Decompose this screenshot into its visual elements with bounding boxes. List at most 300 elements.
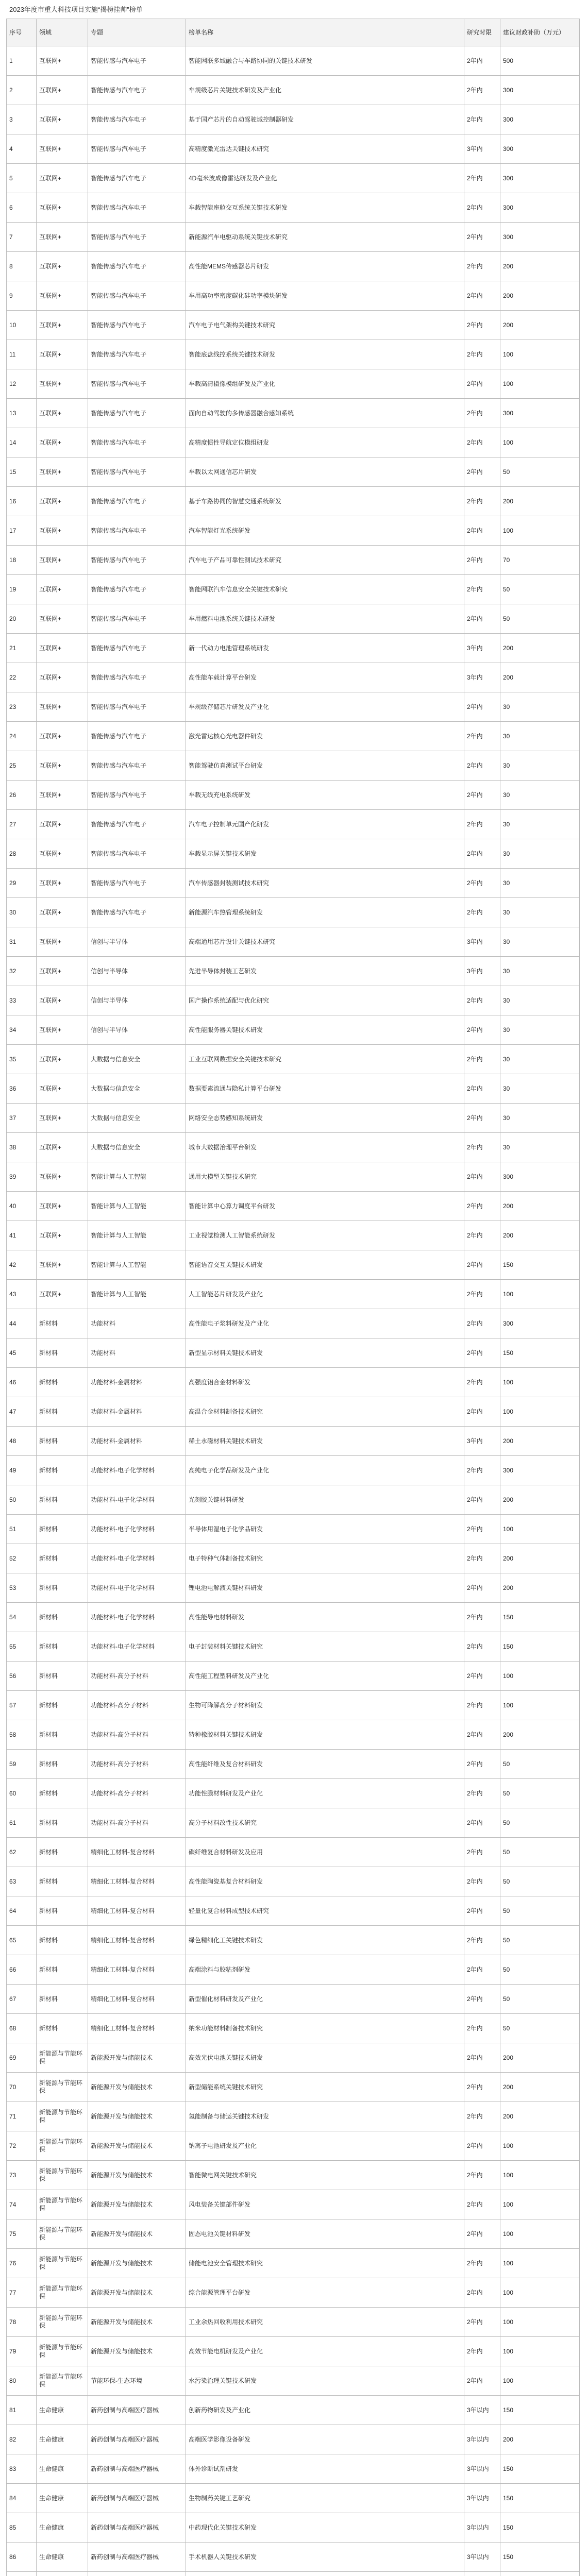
cell-funding: 50 [500,575,580,604]
cell-funding: 100 [500,2249,580,2278]
cell-topic: 智能传感与汽车电子 [88,134,186,164]
cell-topic: 智能传感与汽车电子 [88,869,186,898]
cell-period: 3年以内 [464,2425,500,2454]
header-funding: 建议财政补助（万元） [500,19,580,46]
cell-topic: 智能传感与汽车电子 [88,105,186,134]
cell-no: 35 [7,1045,37,1074]
cell-project-name: 4D毫米波成像雷达研发及产业化 [186,164,464,193]
cell-project-name: 高效节能电机研发及产业化 [186,2337,464,2366]
cell-funding: 200 [500,1485,580,1515]
table-row [7,692,580,722]
cell-field: 互联网+ [37,1162,88,1192]
cell-field: 生命健康 [37,2513,88,2543]
cell-period: 2年内 [464,1985,500,2014]
table-row [7,2513,580,2543]
cell-field: 互联网+ [37,428,88,457]
cell-funding: 100 [500,1662,580,1691]
table-row [7,46,580,76]
table-row [7,164,580,193]
cell-topic: 智能传感与汽车电子 [88,722,186,751]
cell-field: 新材料 [37,1338,88,1368]
cell-field: 新材料 [37,1603,88,1632]
cell-no: 43 [7,1280,37,1309]
cell-field: 新材料 [37,1867,88,1896]
cell-funding: 30 [500,1045,580,1074]
cell-funding: 100 [500,1515,580,1544]
cell-topic: 节能环保-生态环境 [88,2366,186,2396]
table-row [7,751,580,781]
cell-field: 新能源与节能环保 [37,2219,88,2249]
cell-funding: 30 [500,1104,580,1133]
cell-period: 2年内 [464,604,500,634]
cell-no: 37 [7,1104,37,1133]
cell-topic: 智能计算与人工智能 [88,1192,186,1221]
cell-topic: 功能材料-电子化学材料 [88,1573,186,1603]
cell-topic: 功能材料-高分子材料 [88,1808,186,1838]
cell-topic: 智能传感与汽车电子 [88,839,186,869]
cell-topic: 精细化工材料-复合材料 [88,1867,186,1896]
cell-project-name: 高性能车载计算平台研发 [186,663,464,692]
cell-funding: 150 [500,1250,580,1280]
cell-project-name: 智能底盘线控系统关键技术研发 [186,340,464,369]
cell-funding: 30 [500,839,580,869]
cell-funding: 50 [500,457,580,487]
cell-no: 81 [7,2396,37,2425]
cell-field: 互联网+ [37,1104,88,1133]
cell-funding: 200 [500,311,580,340]
cell-topic: 智能计算与人工智能 [88,1221,186,1250]
cell-funding: 50 [500,1838,580,1867]
cell-period: 2年内 [464,1456,500,1485]
cell-field: 新能源与节能环保 [37,2190,88,2219]
cell-field: 新材料 [37,1838,88,1867]
cell-project-name: 智能网联汽车信息安全关键技术研究 [186,575,464,604]
cell-period: 2年内 [464,1309,500,1338]
cell-no: 32 [7,957,37,986]
cell-topic: 功能材料-电子化学材料 [88,1515,186,1544]
cell-field: 新材料 [37,1955,88,1985]
cell-topic [88,2572,186,2576]
table-row [7,1280,580,1309]
cell-field: 互联网+ [37,516,88,546]
cell-project-name: 锂电池电解液关键材料研发 [186,1573,464,1603]
cell-topic: 功能材料-金属材料 [88,1397,186,1427]
cell-no: 85 [7,2513,37,2543]
cell-topic: 功能材料-金属材料 [88,1368,186,1397]
cell-no: 78 [7,2308,37,2337]
table-row [7,1397,580,1427]
cell-period: 2年内 [464,105,500,134]
cell-topic: 功能材料-电子化学材料 [88,1603,186,1632]
cell-field: 互联网+ [37,692,88,722]
cell-field: 互联网+ [37,281,88,311]
cell-topic: 功能材料-金属材料 [88,1427,186,1456]
cell-field: 新能源与节能环保 [37,2278,88,2308]
cell-project-name: 特种橡胶材料关键技术研发 [186,1720,464,1750]
cell-no: 2 [7,76,37,105]
cell-field: 互联网+ [37,634,88,663]
cell-field: 互联网+ [37,223,88,252]
cell-topic: 智能传感与汽车电子 [88,810,186,839]
cell-project-name: 智能计算中心算力调度平台研发 [186,1192,464,1221]
cell-period: 2年内 [464,2337,500,2366]
cell-project-name: 高强度铝合金材料研发 [186,1368,464,1397]
cell-project-name: 面向自动驾驶的多传感器融合感知系统 [186,399,464,428]
cell-topic: 新药创制与高端医疗器械 [88,2396,186,2425]
table-row [7,986,580,1015]
table-row [7,2014,580,2043]
cell-topic: 智能传感与汽车电子 [88,751,186,781]
cell-funding: 300 [500,76,580,105]
cell-field: 新能源与节能环保 [37,2308,88,2337]
cell-field: 互联网+ [37,164,88,193]
cell-funding: 300 [500,1456,580,1485]
table-row [7,781,580,810]
cell-period: 2年内 [464,1015,500,1045]
cell-period: 2年内 [464,164,500,193]
table-row [7,516,580,546]
table-row [7,839,580,869]
cell-no: 4 [7,134,37,164]
cell-period: 2年内 [464,1750,500,1779]
cell-field: 互联网+ [37,546,88,575]
cell-topic: 功能材料-电子化学材料 [88,1544,186,1573]
cell-field: 互联网+ [37,46,88,76]
table-row [7,1162,580,1192]
cell-no: 42 [7,1250,37,1280]
cell-project-name: 生物制药关键工艺研究 [186,2484,464,2513]
cell-funding: 300 [500,105,580,134]
cell-project-name: 轻量化复合材料成型技术研究 [186,1896,464,1926]
cell-period: 2年内 [464,2073,500,2102]
cell-field: 互联网+ [37,986,88,1015]
cell-funding: 30 [500,722,580,751]
cell-funding: 30 [500,957,580,986]
cell-no: 12 [7,369,37,399]
table-row [7,1309,580,1338]
table-row [7,281,580,311]
cell-period: 2年内 [464,1838,500,1867]
cell-topic: 新药创制与高端医疗器械 [88,2425,186,2454]
cell-period: 2年内 [464,1485,500,1515]
cell-funding: 300 [500,223,580,252]
cell-field: 新材料 [37,1456,88,1485]
cell-no: 68 [7,2014,37,2043]
cell-no: 48 [7,1427,37,1456]
cell-no: 76 [7,2249,37,2278]
cell-funding: 200 [500,1573,580,1603]
cell-topic: 新能源开发与储能技术 [88,2102,186,2131]
cell-field: 新能源与节能环保 [37,2102,88,2131]
cell-period: 2年内 [464,1192,500,1221]
cell-project-name: 车规级存储芯片研发及产业化 [186,692,464,722]
cell-field: 新材料 [37,1662,88,1691]
cell-period: 2年内 [464,839,500,869]
cell-topic: 智能传感与汽车电子 [88,46,186,76]
cell-period: 2年内 [464,751,500,781]
cell-project-name: 高性能MEMS传感器芯片研发 [186,252,464,281]
cell-topic: 新能源开发与储能技术 [88,2249,186,2278]
cell-field: 新材料 [37,1368,88,1397]
cell-field: 新能源与节能环保 [37,2131,88,2161]
cell-no: 38 [7,1133,37,1162]
cell-funding: 200 [500,634,580,663]
table-row [7,1955,580,1985]
table-row [7,1662,580,1691]
cell-funding: 70 [500,546,580,575]
cell-period: 2年内 [464,193,500,223]
cell-funding [500,2572,580,2576]
table-row [7,223,580,252]
cell-period: 2年内 [464,2278,500,2308]
cell-field: 互联网+ [37,134,88,164]
cell-period: 2年内 [464,1397,500,1427]
cell-field: 互联网+ [37,1221,88,1250]
table-row [7,1515,580,1544]
table-row [7,1750,580,1779]
cell-no: 50 [7,1485,37,1515]
cell-topic: 大数据与信息安全 [88,1104,186,1133]
cell-topic: 智能传感与汽车电子 [88,898,186,927]
cell-field: 新材料 [37,1808,88,1838]
cell-project-name: 工业互联网数据安全关键技术研究 [186,1045,464,1074]
cell-topic: 新药创制与高端医疗器械 [88,2454,186,2484]
table-row [7,134,580,164]
cell-no: 8 [7,252,37,281]
cell-project-name: 高端涂料与胶粘剂研发 [186,1955,464,1985]
cell-field: 互联网+ [37,1074,88,1104]
cell-no: 60 [7,1779,37,1808]
table-row [7,1133,580,1162]
table-row [7,2425,580,2454]
header-period: 研究时限 [464,19,500,46]
cell-field: 新材料 [37,1926,88,1955]
cell-funding: 150 [500,1338,580,1368]
cell-no: 17 [7,516,37,546]
cell-project-name: 风电装备关键部件研发 [186,2190,464,2219]
cell-funding: 100 [500,428,580,457]
cell-project-name: 综合能源管理平台研发 [186,2278,464,2308]
cell-project-name: 高端通用芯片设计关键技术研究 [186,927,464,957]
cell-period: 2年内 [464,487,500,516]
table-row [7,1221,580,1250]
cell-field: 互联网+ [37,105,88,134]
cell-project-name: 数据要素流通与隐私计算平台研发 [186,1074,464,1104]
cell-project-name: 激光雷达核心光电器件研发 [186,722,464,751]
cell-funding: 100 [500,2308,580,2337]
table-header [7,19,580,46]
cell-field: 互联网+ [37,1045,88,1074]
cell-project-name: 高性能纤维及复合材料研发 [186,1750,464,1779]
cell-project-name: 固态电池关键材料研发 [186,2219,464,2249]
cell-funding: 50 [500,604,580,634]
cell-funding: 150 [500,2396,580,2425]
cell-funding: 100 [500,2161,580,2190]
cell-no: 64 [7,1896,37,1926]
cell-no: 39 [7,1162,37,1192]
table-row [7,1368,580,1397]
cell-topic: 大数据与信息安全 [88,1074,186,1104]
cell-period: 2年内 [464,781,500,810]
table-row [7,2484,580,2513]
cell-project-name: 工业余热回收利用技术研究 [186,2308,464,2337]
cell-field: 互联网+ [37,722,88,751]
cell-project-name: 汽车智能灯光系统研发 [186,516,464,546]
table-row [7,1896,580,1926]
cell-period: 2年内 [464,1632,500,1662]
cell-no: 11 [7,340,37,369]
cell-funding: 100 [500,2337,580,2366]
cell-funding: 200 [500,2425,580,2454]
cell-topic: 智能传感与汽车电子 [88,399,186,428]
cell-no: 49 [7,1456,37,1485]
cell-period: 2年内 [464,311,500,340]
cell-no: 58 [7,1720,37,1750]
cell-funding: 50 [500,1808,580,1838]
cell-project-name: 高效光伏电池关键技术研发 [186,2043,464,2073]
cell-no: 57 [7,1691,37,1720]
cell-no: 7 [7,223,37,252]
cell-field: 新材料 [37,1515,88,1544]
cell-period: 3年以内 [464,2484,500,2513]
cell-period: 2年内 [464,1368,500,1397]
cell-topic: 新药创制与高端医疗器械 [88,2543,186,2572]
cell-project-name: 国产操作系统适配与优化研究 [186,986,464,1015]
cell-topic: 新能源开发与储能技术 [88,2161,186,2190]
table-row [7,2219,580,2249]
cell-period: 3年以内 [464,2543,500,2572]
cell-funding: 30 [500,927,580,957]
cell-no: 25 [7,751,37,781]
cell-field: 生命健康 [37,2484,88,2513]
cell-no: 30 [7,898,37,927]
cell-topic: 智能传感与汽车电子 [88,428,186,457]
cell-period: 2年内 [464,1779,500,1808]
cell-funding: 100 [500,2219,580,2249]
cell-funding: 30 [500,898,580,927]
cell-no: 10 [7,311,37,340]
cell-project-name: 网络安全态势感知系统研发 [186,1104,464,1133]
cell-project-name: 工业视觉检测人工智能系统研发 [186,1221,464,1250]
cell-field: 互联网+ [37,575,88,604]
cell-project-name: 钠离子电池研发及产业化 [186,2131,464,2161]
cell-field: 互联网+ [37,957,88,986]
cell-topic: 新药创制与高端医疗器械 [88,2513,186,2543]
cell-project-name: 基于国产芯片的自动驾驶域控制器研发 [186,105,464,134]
cell-period: 2年内 [464,1926,500,1955]
cell-field: 互联网+ [37,457,88,487]
table-row [7,722,580,751]
cell-funding: 50 [500,2014,580,2043]
cell-topic: 信创与半导体 [88,1015,186,1045]
cell-period: 2年内 [464,2366,500,2396]
cell-funding: 30 [500,869,580,898]
cell-funding: 100 [500,340,580,369]
cell-funding: 150 [500,2484,580,2513]
table-row [7,1808,580,1838]
table-row [7,252,580,281]
cell-field: 生命健康 [37,2425,88,2454]
cell-period: 2年内 [464,428,500,457]
cell-topic: 智能计算与人工智能 [88,1162,186,1192]
cell-funding: 200 [500,252,580,281]
cell-funding: 100 [500,516,580,546]
table-row [7,487,580,516]
cell-period: 2年内 [464,281,500,311]
cell-funding: 50 [500,1896,580,1926]
table-row [7,2073,580,2102]
cell-topic: 新能源开发与储能技术 [88,2190,186,2219]
cell-project-name: 体外诊断试剂研发 [186,2454,464,2484]
table-row [7,1074,580,1104]
cell-topic: 信创与半导体 [88,957,186,986]
cell-period: 2年内 [464,369,500,399]
cell-no: 24 [7,722,37,751]
cell-field: 互联网+ [37,751,88,781]
table-row [7,1192,580,1221]
cell-field: 互联网+ [37,193,88,223]
cell-no: 20 [7,604,37,634]
cell-period: 2年内 [464,340,500,369]
cell-period: 3年内 [464,1427,500,1456]
cell-period: 2年内 [464,2014,500,2043]
cell-period: 2年内 [464,1955,500,1985]
cell-field: 互联网+ [37,1133,88,1162]
cell-no: 54 [7,1603,37,1632]
cell-project-name: 光刻胶关键材料研发 [186,1485,464,1515]
cell-field: 互联网+ [37,252,88,281]
cell-no: 29 [7,869,37,898]
cell-project-name: 稀土永磁材料关键技术研发 [186,1427,464,1456]
cell-period: 3年以内 [464,2454,500,2484]
cell-no: 66 [7,1955,37,1985]
cell-funding: 200 [500,281,580,311]
cell-project-name: 高温合金材料制备技术研究 [186,1397,464,1427]
header-topic: 专题 [88,19,186,46]
cell-no: 56 [7,1662,37,1691]
cell-no: 26 [7,781,37,810]
cell-period: 2年内 [464,1280,500,1309]
cell-period: 2年内 [464,2131,500,2161]
cell-period: 2年内 [464,457,500,487]
cell-topic: 精细化工材料-复合材料 [88,1838,186,1867]
cell-topic: 智能传感与汽车电子 [88,340,186,369]
cell-funding: 300 [500,193,580,223]
cell-period: 2年内 [464,1544,500,1573]
cell-no: 15 [7,457,37,487]
cell-project-name: 高性能电子浆料研发及产业化 [186,1309,464,1338]
cell-no: 46 [7,1368,37,1397]
cell-project-name: 碳纤维复合材料研发及应用 [186,1838,464,1867]
cell-topic: 新能源开发与储能技术 [88,2278,186,2308]
table-row [7,1985,580,2014]
cell-funding: 200 [500,1221,580,1250]
table-row [7,604,580,634]
cell-topic: 智能传感与汽车电子 [88,281,186,311]
cell-funding: 200 [500,1544,580,1573]
cell-funding: 100 [500,1280,580,1309]
cell-topic: 新能源开发与储能技术 [88,2337,186,2366]
cell-topic: 智能传感与汽车电子 [88,311,186,340]
cell-no: 52 [7,1544,37,1573]
cell-period: 2年内 [464,575,500,604]
table-row [7,193,580,223]
cell-project-name: 高性能服务器关键技术研发 [186,1015,464,1045]
cell-period: 2年内 [464,252,500,281]
table-row [7,2366,580,2396]
cell-field: 新材料 [37,1691,88,1720]
cell-period: 2年内 [464,2308,500,2337]
